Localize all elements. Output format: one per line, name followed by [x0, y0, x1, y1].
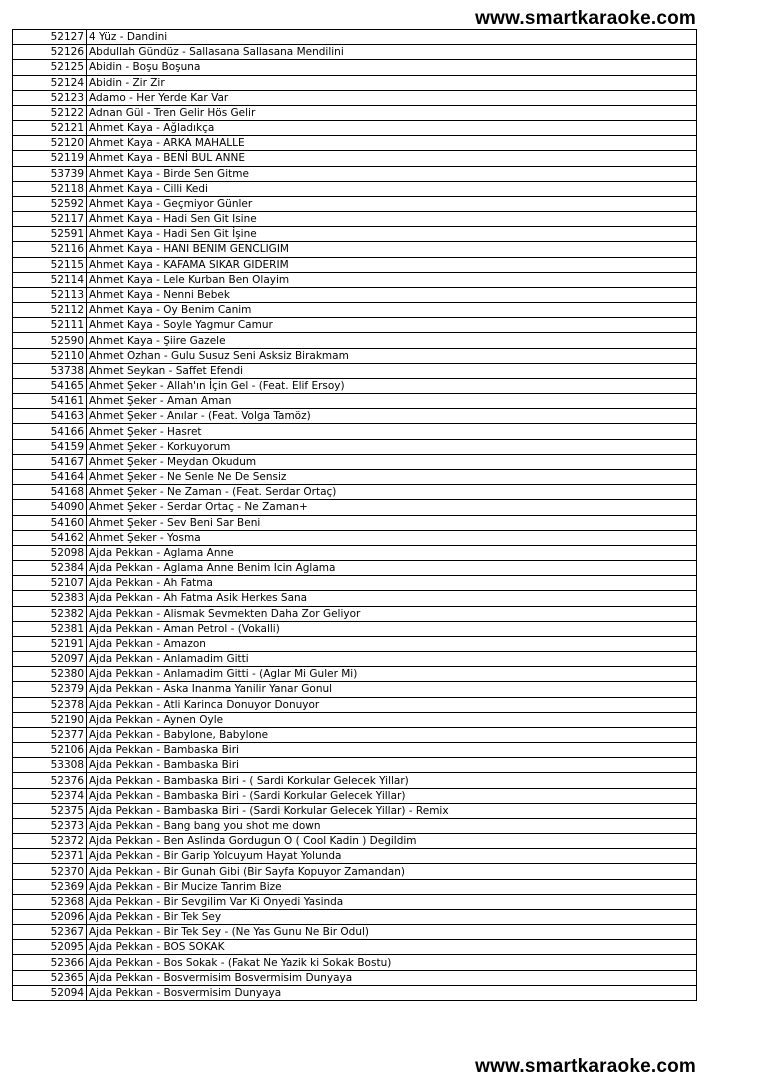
song-title: Ahmet Kaya - Şiire Gazele: [87, 333, 697, 348]
song-title: Ajda Pekkan - Bosvermisim Bosvermisim Dunyaya: [87, 970, 697, 985]
song-title: Ahmet Kaya - Cilli Kedi: [87, 181, 697, 196]
song-title: Ahmet Kaya - Birde Sen Gitme: [87, 166, 697, 181]
song-title: Ahmet Şeker - Yosma: [87, 530, 697, 545]
song-title: Ajda Pekkan - Bir Sevgilim Var Ki Onyedi Yasinda: [87, 894, 697, 909]
song-title: Ajda Pekkan - Bambaska Biri - ( Sardi Korkular Gelecek Yillar): [87, 773, 697, 788]
song-title: Ajda Pekkan - Bambaska Biri - (Sardi Korkular Gelecek Yillar): [87, 788, 697, 803]
table-row: [13, 409, 697, 424]
song-title: Ajda Pekkan - Bang bang you shot me down: [87, 818, 697, 833]
song-title: 4 Yüz - Dandini: [87, 30, 697, 45]
song-code: 53308: [13, 758, 87, 773]
song-title: Ajda Pekkan - Aska Inanma Yanilir Yanar Gonul: [87, 682, 697, 697]
song-title: Ajda Pekkan - Bos Sokak - (Fakat Ne Yazik ki Sokak Bostu): [87, 955, 697, 970]
song-code: 52122: [13, 105, 87, 120]
song-title: Ahmet Şeker - Serdar Ortaç - Ne Zaman+: [87, 500, 697, 515]
song-title: Ajda Pekkan - BOS SOKAK: [87, 940, 697, 955]
table-row: [13, 348, 697, 363]
song-code: 52384: [13, 561, 87, 576]
song-code: 52095: [13, 940, 87, 955]
table-row: [13, 318, 697, 333]
song-code: 53739: [13, 166, 87, 181]
song-title: Ahmet Kaya - Hadi Sen Git Isine: [87, 212, 697, 227]
table-row: [13, 712, 697, 727]
table-row: [13, 894, 697, 909]
song-title: Ajda Pekkan - Bosvermisim Dunyaya: [87, 985, 697, 1000]
song-code: 52372: [13, 834, 87, 849]
table-row: [13, 303, 697, 318]
song-title: Ajda Pekkan - Aglama Anne Benim Icin Aglama: [87, 561, 697, 576]
table-row: [13, 136, 697, 151]
table-row: [13, 196, 697, 211]
song-code: 52590: [13, 333, 87, 348]
song-title: Ahmet Kaya - Ağladıkça: [87, 121, 697, 136]
song-code: 54168: [13, 485, 87, 500]
table-row: [13, 697, 697, 712]
table-row: [13, 803, 697, 818]
table-row: [13, 166, 697, 181]
table-row: [13, 758, 697, 773]
song-code: 52116: [13, 242, 87, 257]
table-row: [13, 561, 697, 576]
song-title: Ahmet Kaya - Geçmiyor Günler: [87, 196, 697, 211]
table-row: [13, 60, 697, 75]
table-row: [13, 940, 697, 955]
song-code: 52191: [13, 636, 87, 651]
table-row: [13, 591, 697, 606]
song-code: 52115: [13, 257, 87, 272]
song-title: Ahmet Kaya - Nenni Bebek: [87, 287, 697, 302]
table-row: [13, 105, 697, 120]
song-code: 52097: [13, 652, 87, 667]
table-row: [13, 500, 697, 515]
table-row: [13, 834, 697, 849]
song-code: 52366: [13, 955, 87, 970]
table-row: [13, 272, 697, 287]
song-code: 52190: [13, 712, 87, 727]
song-title: Ahmet Kaya - Hadi Sen Git İşine: [87, 227, 697, 242]
song-title: Abdullah Gündüz - Sallasana Sallasana Mendilini: [87, 45, 697, 60]
song-title: Ahmet Şeker - Korkuyorum: [87, 439, 697, 454]
song-code: 52591: [13, 227, 87, 242]
table-row: [13, 849, 697, 864]
song-code: 52117: [13, 212, 87, 227]
table-row: [13, 682, 697, 697]
karaoke-song-table: [12, 29, 697, 1001]
song-title: Ahmet Seykan - Saffet Efendi: [87, 363, 697, 378]
table-row: [13, 121, 697, 136]
song-title: Ahmet Şeker - Hasret: [87, 424, 697, 439]
song-code: 52119: [13, 151, 87, 166]
song-code: 52106: [13, 743, 87, 758]
song-title: Ahmet Şeker - Ne Senle Ne De Sensiz: [87, 469, 697, 484]
table-row: [13, 242, 697, 257]
song-title: Ahmet Kaya - ARKA MAHALLE: [87, 136, 697, 151]
table-row: [13, 75, 697, 90]
song-title: Ajda Pekkan - Alismak Sevmekten Daha Zor Geliyor: [87, 606, 697, 621]
table-row: [13, 818, 697, 833]
table-row: [13, 363, 697, 378]
song-code: 52377: [13, 727, 87, 742]
song-code: 52096: [13, 909, 87, 924]
table-row: [13, 985, 697, 1000]
song-code: 52371: [13, 849, 87, 864]
table-row: [13, 621, 697, 636]
song-code: 53738: [13, 363, 87, 378]
song-title: Ajda Pekkan - Aglama Anne: [87, 545, 697, 560]
song-title: Ajda Pekkan - Bir Mucize Tanrim Bize: [87, 879, 697, 894]
table-row: [13, 515, 697, 530]
song-title: Adamo - Her Yerde Kar Var: [87, 90, 697, 105]
table-row: [13, 773, 697, 788]
song-code: 52094: [13, 985, 87, 1000]
table-row: [13, 530, 697, 545]
table-row: [13, 378, 697, 393]
song-code: 52114: [13, 272, 87, 287]
table-row: [13, 576, 697, 591]
song-code: 54165: [13, 378, 87, 393]
song-code: 52369: [13, 879, 87, 894]
song-code: 52592: [13, 196, 87, 211]
song-code: 52113: [13, 287, 87, 302]
song-title: Ajda Pekkan - Aman Petrol - (Vokalli): [87, 621, 697, 636]
song-code: 54167: [13, 454, 87, 469]
song-code: 54090: [13, 500, 87, 515]
table-row: [13, 743, 697, 758]
table-row: [13, 545, 697, 560]
song-title: Ajda Pekkan - Bir Tek Sey: [87, 909, 697, 924]
song-code: 52368: [13, 894, 87, 909]
song-title: Adnan Gül - Tren Gelir Hös Gelir: [87, 105, 697, 120]
table-row: [13, 394, 697, 409]
table-row: [13, 955, 697, 970]
song-code: 52120: [13, 136, 87, 151]
table-row: [13, 909, 697, 924]
song-title: Ajda Pekkan - Bambaska Biri: [87, 743, 697, 758]
song-title: Abidin - Zir Zir: [87, 75, 697, 90]
table-row: [13, 879, 697, 894]
song-title: Ajda Pekkan - Anlamadim Gitti: [87, 652, 697, 667]
song-code: 52127: [13, 30, 87, 45]
table-row: [13, 727, 697, 742]
song-code: 52098: [13, 545, 87, 560]
song-code: 54161: [13, 394, 87, 409]
song-title: Ahmet Kaya - HANI BENIM GENCLIGIM: [87, 242, 697, 257]
table-row: [13, 788, 697, 803]
table-row: [13, 424, 697, 439]
song-title: Ahmet Ozhan - Gulu Susuz Seni Asksiz Birakmam: [87, 348, 697, 363]
song-code: 52123: [13, 90, 87, 105]
table-row: [13, 151, 697, 166]
song-title: Ahmet Şeker - Ne Zaman - (Feat. Serdar Ortaç): [87, 485, 697, 500]
table-row: [13, 652, 697, 667]
song-code: 52110: [13, 348, 87, 363]
song-code: 52374: [13, 788, 87, 803]
song-title: Ahmet Kaya - Oy Benim Canim: [87, 303, 697, 318]
song-code: 52379: [13, 682, 87, 697]
table-row: [13, 90, 697, 105]
song-title: Ahmet Şeker - Meydan Okudum: [87, 454, 697, 469]
song-title: Ajda Pekkan - Ah Fatma Asik Herkes Sana: [87, 591, 697, 606]
table-row: [13, 925, 697, 940]
song-code: 54166: [13, 424, 87, 439]
song-code: 54159: [13, 439, 87, 454]
table-row: [13, 45, 697, 60]
song-title: Ahmet Kaya - BENİ BUL ANNE: [87, 151, 697, 166]
song-title: Ahmet Şeker - Anılar - (Feat. Volga Tamöz): [87, 409, 697, 424]
table-row: [13, 970, 697, 985]
song-title: Ajda Pekkan - Ah Fatma: [87, 576, 697, 591]
table-row: [13, 30, 697, 45]
song-code: 52383: [13, 591, 87, 606]
song-title: Abidin - Boşu Boşuna: [87, 60, 697, 75]
table-row: [13, 212, 697, 227]
song-code: 52380: [13, 667, 87, 682]
song-code: 52124: [13, 75, 87, 90]
table-row: [13, 287, 697, 302]
table-row: [13, 227, 697, 242]
song-title: Ajda Pekkan - Amazon: [87, 636, 697, 651]
table-row: [13, 636, 697, 651]
song-code: 52375: [13, 803, 87, 818]
song-title: Ahmet Kaya - Lele Kurban Ben Olayim: [87, 272, 697, 287]
song-title: Ajda Pekkan - Anlamadim Gitti - (Aglar Mi Guler Mi): [87, 667, 697, 682]
song-title: Ajda Pekkan - Bir Tek Sey - (Ne Yas Gunu Ne Bir Odul): [87, 925, 697, 940]
site-url-header: www.smartkaraoke.com: [475, 8, 696, 29]
song-code: 52367: [13, 925, 87, 940]
song-title: Ahmet Kaya - KAFAMA SIKAR GIDERIM: [87, 257, 697, 272]
song-title: Ajda Pekkan - Bambaska Biri - (Sardi Korkular Gelecek Yillar) - Remix: [87, 803, 697, 818]
song-code: 52126: [13, 45, 87, 60]
song-title: Ajda Pekkan - Atli Karinca Donuyor Donuyor: [87, 697, 697, 712]
song-code: 52370: [13, 864, 87, 879]
song-code: 54164: [13, 469, 87, 484]
song-title: Ahmet Şeker - Aman Aman: [87, 394, 697, 409]
song-code: 52121: [13, 121, 87, 136]
table-row: [13, 469, 697, 484]
song-title: Ahmet Şeker - Sev Beni Sar Beni: [87, 515, 697, 530]
song-code: 52382: [13, 606, 87, 621]
song-code: 52107: [13, 576, 87, 591]
song-title: Ajda Pekkan - Bambaska Biri: [87, 758, 697, 773]
song-code: 54163: [13, 409, 87, 424]
song-title: Ahmet Şeker - Allah'ın İçin Gel - (Feat. Elif Ersoy): [87, 378, 697, 393]
table-row: [13, 439, 697, 454]
song-code: 54160: [13, 515, 87, 530]
song-code: 52118: [13, 181, 87, 196]
song-title: Ajda Pekkan - Aynen Oyle: [87, 712, 697, 727]
table-row: [13, 257, 697, 272]
table-row: [13, 485, 697, 500]
song-title: Ajda Pekkan - Babylone, Babylone: [87, 727, 697, 742]
table-row: [13, 864, 697, 879]
song-code: 52125: [13, 60, 87, 75]
site-url-footer: www.smartkaraoke.com: [475, 1056, 696, 1077]
song-title: Ahmet Kaya - Soyle Yagmur Camur: [87, 318, 697, 333]
table-row: [13, 333, 697, 348]
table-row: [13, 454, 697, 469]
song-code: 52373: [13, 818, 87, 833]
song-code: 52365: [13, 970, 87, 985]
song-code: 52111: [13, 318, 87, 333]
song-title: Ajda Pekkan - Ben Aslinda Gordugun O ( Cool Kadin ) Degildim: [87, 834, 697, 849]
song-code: 54162: [13, 530, 87, 545]
song-code: 52376: [13, 773, 87, 788]
song-title: Ajda Pekkan - Bir Gunah Gibi (Bir Sayfa Kopuyor Zamandan): [87, 864, 697, 879]
table-row: [13, 181, 697, 196]
song-code: 52112: [13, 303, 87, 318]
table-row: [13, 606, 697, 621]
song-code: 52378: [13, 697, 87, 712]
song-list: [13, 30, 697, 1001]
song-code: 52381: [13, 621, 87, 636]
song-title: Ajda Pekkan - Bir Garip Yolcuyum Hayat Yolunda: [87, 849, 697, 864]
table-row: [13, 667, 697, 682]
